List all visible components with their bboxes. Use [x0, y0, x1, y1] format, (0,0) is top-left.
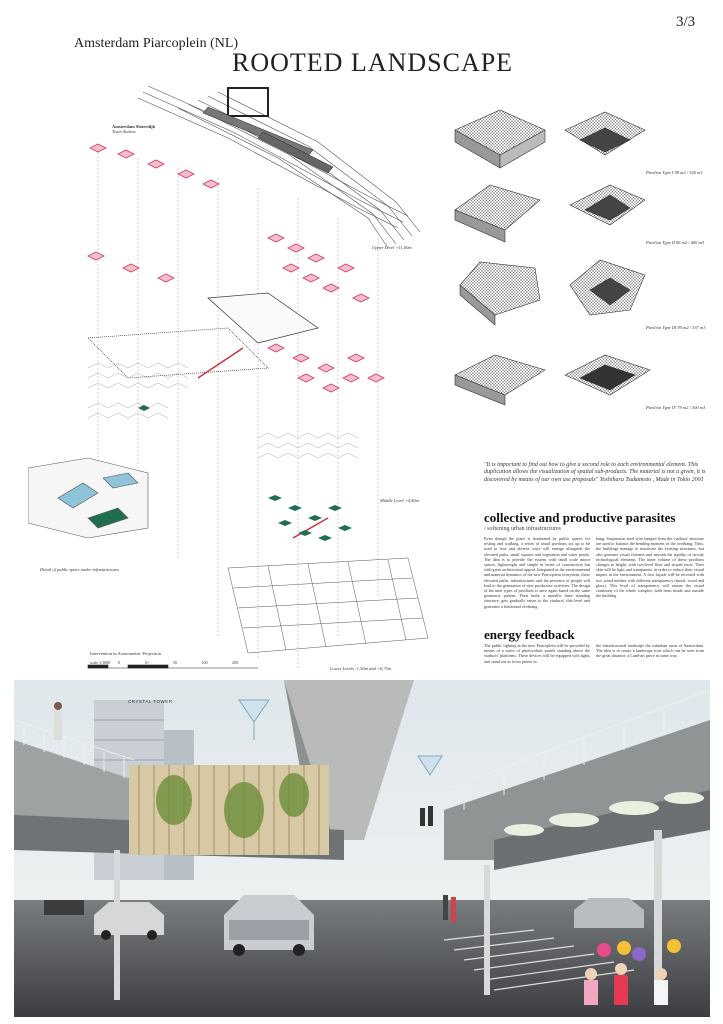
section-text-parasites-col1: Even though the place is dominated by public spaces for resting and walking, a series of small pavilions act up to be used in lose and diverse ways will emerge alongside the elevated paths, small squares and vegetation and water ponds. The idea is to provide the system with small scale minor spaces, lightweight and simple in terms of construction but with great architectural appeal. Integrated in the environmental and material dynamics of the new Piarcoplein ecosystem, these elevated paths, infrastructures and the presence of people will lead to the generation of new productive activities. The design of the nine types of pavilions is once again based on the same geometric pattern. Their body, a metallic three standing structure, gets gradually raises to the viaducts' slab level and generates a horizontal overhang. — [484, 536, 590, 609]
pavilion-type-4 — [455, 355, 650, 405]
upper-level-label: Upper Level +11,00m — [372, 245, 412, 250]
pavilion-label-4: Pavilion Type IV 79 m2 / 300 m3 — [646, 405, 706, 410]
pavilion-type-3 — [460, 260, 645, 325]
section-subheading-parasites: / softening urban infrastructures — [484, 526, 561, 532]
pavilion-label-3: Pavilion Type III 95 m2 / 337 m3 — [646, 325, 706, 330]
section-text-energy-col1: The public lighting at the new Piarcoplein will be provided by means of a series of photovoltaic panels standing above the viaducts' platforms. These devices will be equipped with lights and stand out as focus points in — [484, 643, 590, 664]
page-title: ROOTED LANDSCAPE — [232, 48, 514, 77]
green-pavilion — [129, 765, 329, 855]
pavilion-gallery — [440, 100, 710, 420]
page-number: 3/3 — [676, 14, 696, 30]
quote: "It is important to find out how to give a second role to each environmental element. This duplication allows the visualization of spatial sub-products. The material is not a given, it is discovered by means of our own use proposals" Yoshiharu Tsukamoto , Made in Tokio 2001 — [484, 462, 706, 483]
section-text-parasites-col2: hang. Suspension steel wire hanged from the viaducts' structure are used to balance the bending moment of the overhang. Thus, the buildings manage to reactivate the existing structures, but also generate visual fineness and smooth the rigidity of strictly technological elements. The inner volume of these pavilions changes in height, with two-level floor and sloped roofs. Their skin will be light and transparent, in order to reduce their visual impact in the environment. A first façade will be recessed with two wired meshes with different transparency (metal, wood and glass). This level of transparency will ensure the visual continuity of the whole complex, both from inside and outside the building. — [596, 536, 704, 599]
detail-caption: Detail of public space under infrastructures — [40, 567, 119, 572]
pavilions-upper — [90, 144, 219, 188]
station-label: Amsterdam Sloterdijk Train Station — [112, 124, 156, 135]
section-text-energy-col2: the infrastructural landscape the suburban areas of Amsterdam. The idea is to create a landscape icon which can be seen from the great distance, a Land-art piece in some way. — [596, 643, 704, 659]
perspective-render — [14, 680, 710, 1017]
lower-level-label: Lower Levels -1,50m and +0,75m — [330, 666, 392, 671]
hex-grid — [88, 363, 358, 458]
scale-bar — [88, 665, 258, 668]
scale-label: scale 1/1000 — [90, 660, 111, 665]
scale-tick: 0 — [118, 660, 120, 665]
mid-level-label: Middle Level +4,40m — [380, 498, 419, 503]
scale-tick: 100 — [201, 660, 208, 665]
station-rails — [138, 86, 420, 248]
axonometric-caption: Intervention in Axonometric Projection — [90, 651, 161, 656]
detail-section — [28, 458, 148, 538]
pavilion-label-2: Pavilion Type II 96 m2 / 400 m3 — [646, 240, 705, 245]
section-heading-energy: energy feedback — [484, 627, 575, 642]
axonometric-diagram — [28, 78, 448, 678]
scale-tick: 50 — [173, 660, 177, 665]
scale-tick: 200 — [232, 660, 238, 665]
pavilion-label-1: Pavilion Type I 98 m2 / 326 m3 — [646, 170, 703, 175]
project-location: Amsterdam Piarcoplein (NL) — [74, 36, 239, 51]
green-modules — [138, 405, 352, 541]
scale-tick: 10 — [144, 660, 149, 665]
pavilion-type-1 — [455, 110, 645, 168]
pavilion-type-2 — [455, 185, 645, 242]
tower-sign: CRYSTAL TOWER — [128, 699, 173, 704]
section-heading-parasites: collective and productive parasites — [484, 510, 676, 525]
scale-ticks — [118, 660, 238, 665]
